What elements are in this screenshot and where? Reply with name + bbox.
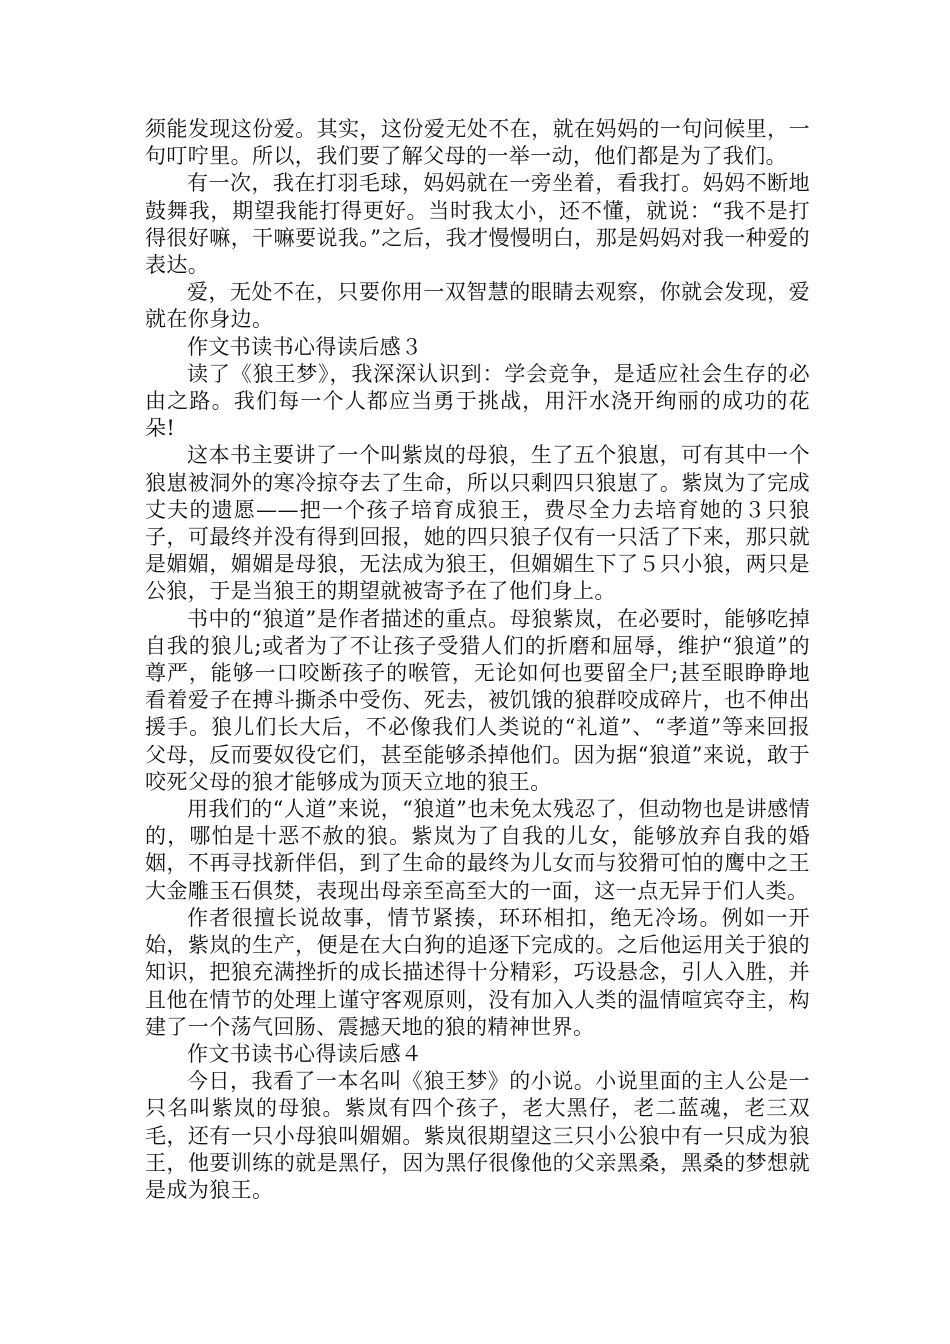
section-heading-4: 作文书读书心得读后感４ bbox=[187, 1041, 423, 1066]
section-heading-3: 作文书读书心得读后感３ bbox=[187, 334, 423, 359]
paragraph-love-conclusion: 爱，无处不在，只要你用一双智慧的眼睛去观察，你就会发现，爱就在你身边。 bbox=[145, 280, 810, 332]
paragraph-human-way: 用我们的“人道”来说，“狼道”也未免太残忍了，但动物也是讲感情的，哪怕是十恶不赦的狼。紫岚为了自我的儿女，能够放弃自我的婚姻，不再寻找新伴侣，到了生命的最终为儿女而与狡猾可怕的鹰中之王大金雕玉石俱焚，表现出母亲至高至大的一面，这一点无异于们人类。 bbox=[145, 797, 810, 903]
paragraph-author-storytelling: 作者很擅长说故事，情节紧揍，环环相扣，绝无冷场。例如一开始，紫岚的生产，便是在大白狗的追逐下完成的。之后他运用关于狼的知识，把狼充满挫折的成长描述得十分精彩，巧设悬念，引人入胜，并且他在情节的处理上谨守客观原则，没有加入人类的温情喧宾夺主，构建了一个荡气回肠、震撼天地的狼的精神世界。 bbox=[145, 905, 810, 1039]
paragraph-wolf-king-intro: 读了《狼王梦》，我深深认识到：学会竞争，是适应社会生存的必由之路。我们每一个人都应当勇于挑战，用汗水浇开绚丽的成功的花朵! bbox=[145, 361, 810, 441]
paragraph-today-reading: 今日，我看了一本名叫《狼王梦》的小说。小说里面的主人公是一只名叫紫岚的母狼。紫岚有四个孩子，老大黑仔，老二蓝魂，老三双毛，还有一只小母狼叫媚媚。紫岚很期望这三只小公狼中有一只成为狼王，他要训练的就是黑仔，因为黑仔很像他的父亲黑桑，黑桑的梦想就是成为狼王。 bbox=[145, 1069, 810, 1202]
paragraph-zilan-story: 这本书主要讲了一个叫紫岚的母狼，生了五个狼崽，可有其中一个狼崽被洞外的寒冷掠夺去了生命，所以只剩四只狼崽了。紫岚为了完成丈夫的遗愿——把一个孩子培育成狼王，费尽全力去培育她的３只狼子，可最终并没有得到回报，她的四只狼子仅有一只活了下来，那只就是媚媚，媚媚是母狼，无法成为狼王，但媚媚生下了５只小狼，两只是公狼，于是当狼王的期望就被寄予在了他们身上。 bbox=[145, 443, 810, 604]
paragraph-love-everywhere: 须能发现这份爱。其实，这份爱无处不在，就在妈妈的一句问候里，一句叮咛里。所以，我们要了解父母的一举一动，他们都是为了我们。 bbox=[145, 117, 810, 169]
paragraph-wolf-way: 书中的“狼道”是作者描述的重点。母狼紫岚，在必要时，能够吃掉自我的狼儿;或者为了不让孩子受猎人们的折磨和屈辱，维护“狼道”的尊严，能够一口咬断孩子的喉管，无论如何也要留全尸;甚至眼睁睁地看着爱子在搏斗撕杀中受伤、死去，被饥饿的狼群咬成碎片，也不伸出援手。狼儿们长大后，不必像我们人类说的“礼道”、“孝道”等来回报父母，反而要奴役它们，甚至能够杀掉他们。因为据“狼道”来说，敢于咬死父母的狼才能够成为顶天立地的狼王。 bbox=[145, 606, 810, 794]
document-body bbox=[145, 116, 810, 1204]
paragraph-badminton: 有一次，我在打羽毛球，妈妈就在一旁坐着，看我打。妈妈不断地鼓舞我，期望我能打得更好。当时我太小，还不懂，就说：“我不是打得很好嘛，干嘛要说我。”之后，我才慢慢明白，那是妈妈对我一种爱的表达。 bbox=[145, 171, 810, 278]
